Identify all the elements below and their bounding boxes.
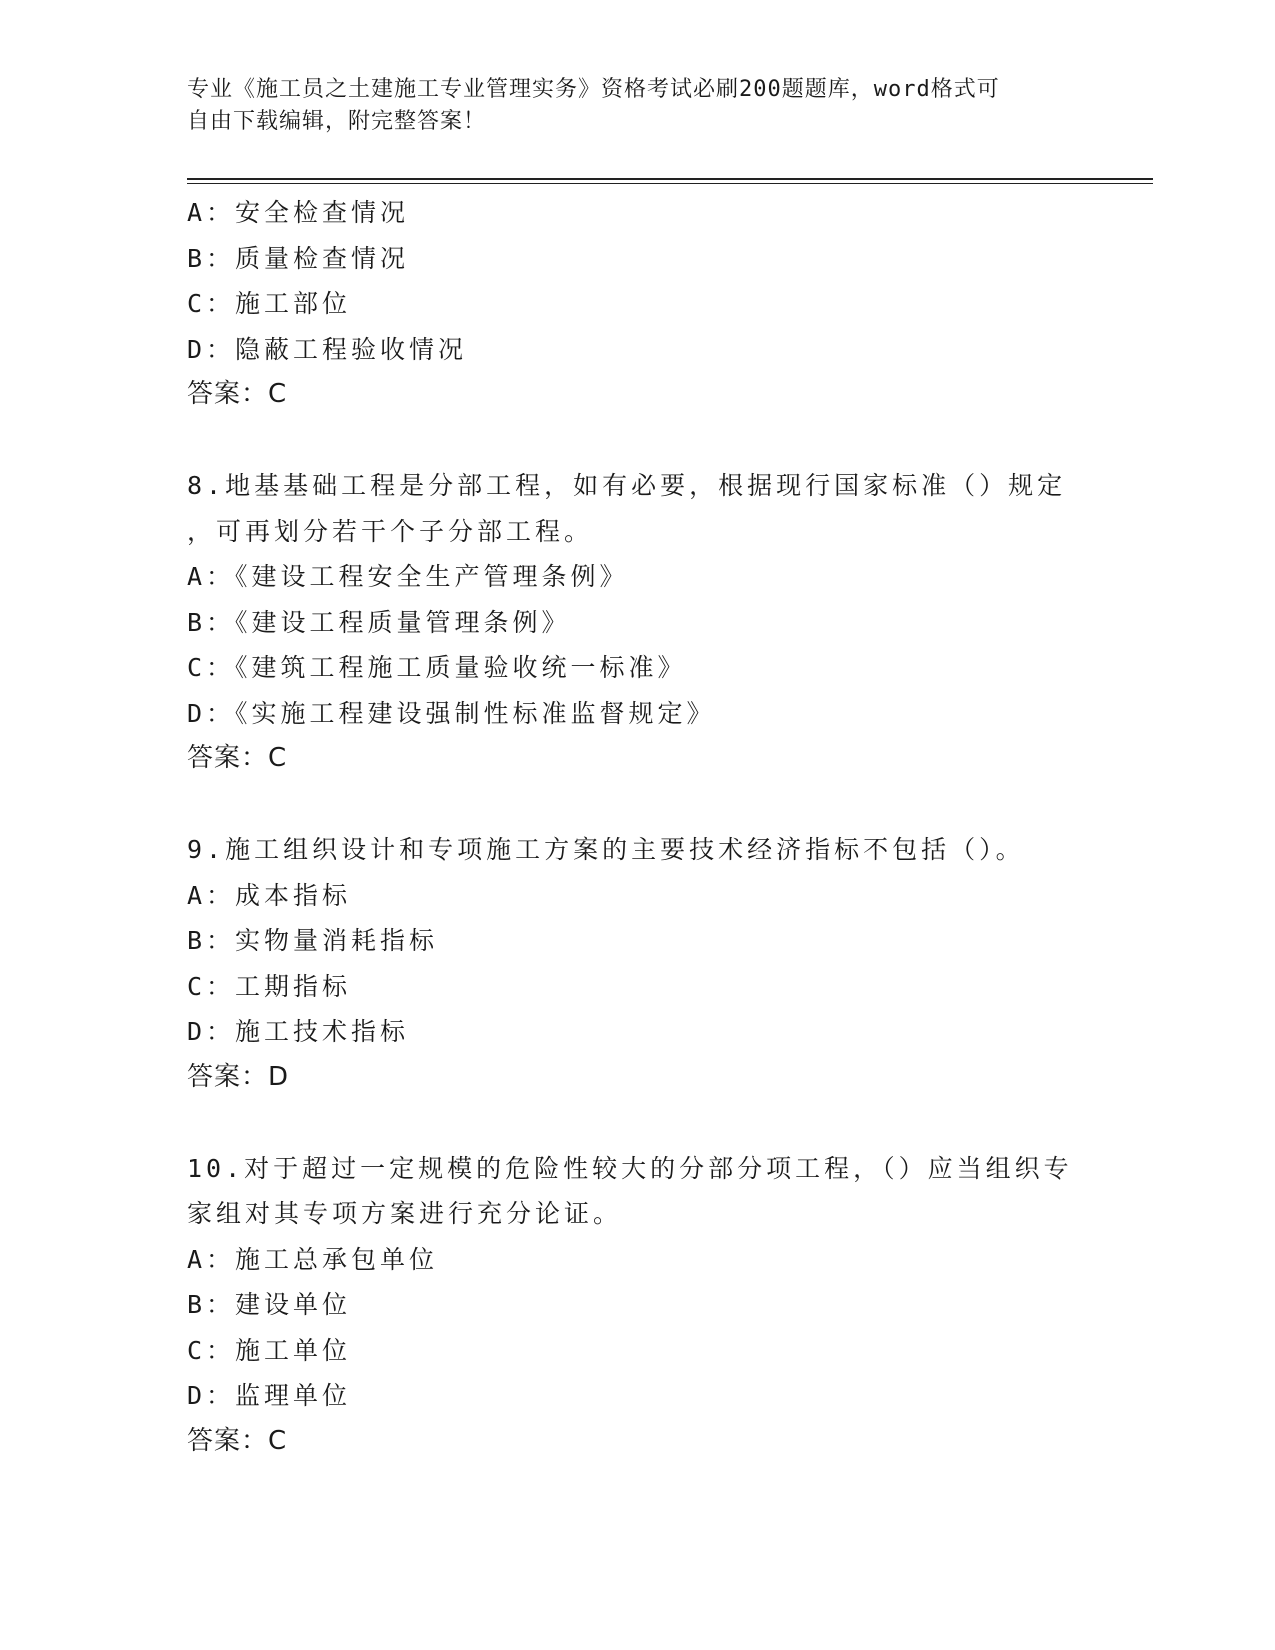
header-line-1: 专业《施工员之土建施工专业管理实务》资格考试必刷200题题库，word格式可 [187,77,1000,102]
question-stem: 8.地基基础工程是分部工程，如有必要，根据现行国家标准（）规定 [187,471,1067,500]
question-block-prev [187,190,1117,418]
spacer [187,782,1117,828]
answer-line: 答案：C [187,379,288,409]
question-stem: 10.对于超过一定规模的危险性较大的分部分项工程，（）应当组织专 [187,1153,1073,1183]
spacer [187,418,1117,464]
option-a: A：施工总承包单位 [187,1244,439,1274]
answer-line: 答案：C [187,743,288,773]
option-c: C：施工部位 [187,289,352,318]
document-header [187,74,1087,138]
option-b: B：建设单位 [187,1290,352,1319]
question-list [187,190,1117,1464]
question-stem-continued: ，可再划分若干个子分部工程。 [187,516,594,546]
header-line-2: 自由下载编辑，附完整答案！ [187,109,487,134]
option-a: A：安全检查情况 [187,198,410,227]
option-d: D：《实施工程建设强制性标准监督规定》 [187,698,716,728]
option-c: C：施工单位 [187,1335,352,1365]
option-a: A：《建设工程安全生产管理条例》 [187,562,629,591]
question-block-9 [187,827,1117,1100]
question-stem: 9.施工组织设计和专项施工方案的主要技术经济指标不包括（）。 [187,835,1025,864]
question-stem-continued: 家组对其专项方案进行充分论证。 [187,1199,623,1228]
spacer [187,1100,1117,1146]
header-divider [187,178,1153,184]
answer-line: 答案：C [187,1425,288,1456]
option-b: B：实物量消耗指标 [187,926,439,955]
answer-line: 答案：D [187,1061,290,1092]
option-d: D：隐蔽工程验收情况 [187,334,468,364]
question-block-8 [187,463,1117,782]
option-c: C：工期指标 [187,971,352,1001]
question-block-10 [187,1146,1117,1465]
option-d: D：施工技术指标 [187,1017,410,1046]
option-c: C：《建筑工程施工质量验收统一标准》 [187,653,687,682]
option-b: B：《建设工程质量管理条例》 [187,607,571,637]
option-d: D：监理单位 [187,1381,352,1410]
option-b: B：质量检查情况 [187,243,410,273]
option-a: A：成本指标 [187,880,352,910]
